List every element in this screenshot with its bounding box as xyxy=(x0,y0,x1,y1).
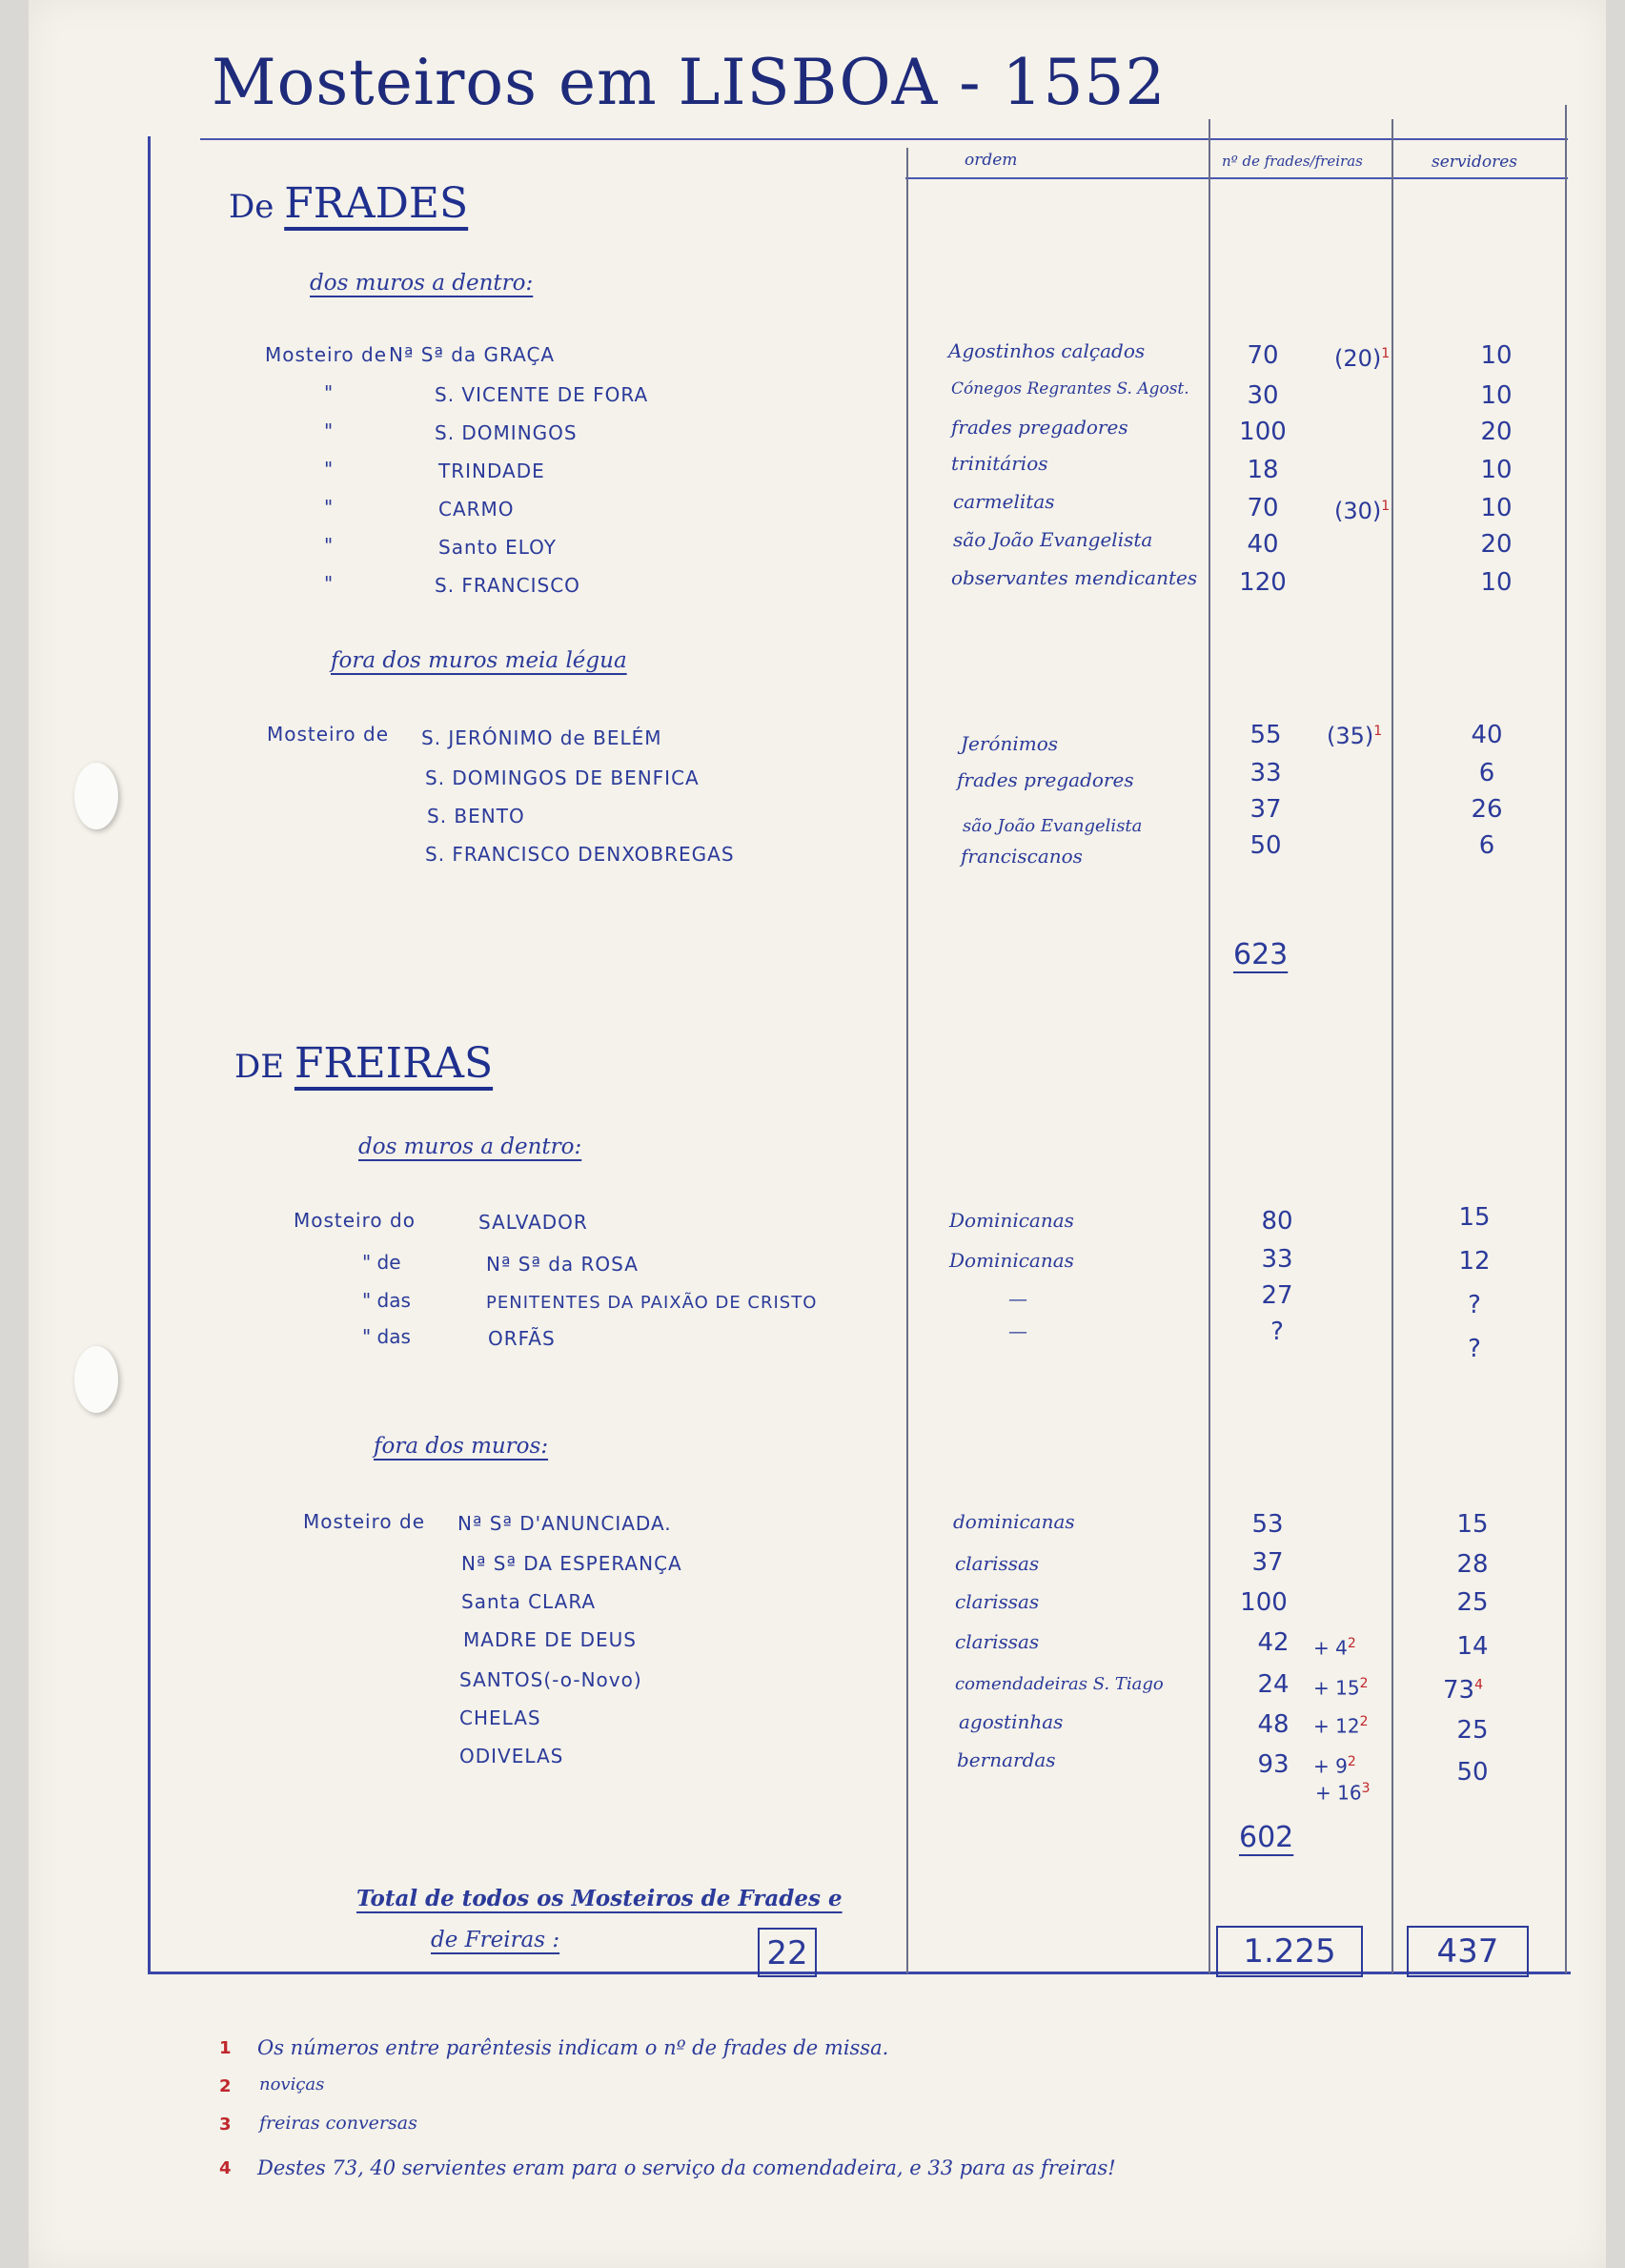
servant-count: 10 xyxy=(1480,341,1513,370)
mass-friar-count: $(35)^1$ xyxy=(1327,723,1383,749)
ditto-mark: " xyxy=(324,458,334,480)
column-header-ordem: ordem xyxy=(965,151,1018,170)
footnote-mark: 4 xyxy=(219,2158,232,2178)
footnote-text: freiras conversas xyxy=(259,2113,417,2134)
nun-count: 80 xyxy=(1261,1207,1293,1236)
ditto-mark: " xyxy=(324,419,334,442)
order-name: Dominicanas xyxy=(949,1249,1074,1272)
right-border xyxy=(1565,105,1567,1973)
count-column-divider xyxy=(1209,119,1210,1973)
servant-count: ? xyxy=(1468,1335,1481,1363)
section-heading-frades xyxy=(229,179,468,228)
order-name: carmelitas xyxy=(953,490,1055,513)
servant-count: 50 xyxy=(1456,1758,1489,1787)
order-name: Jerónimos xyxy=(961,732,1059,755)
freiras-outside-label: fora dos muros: xyxy=(374,1434,549,1459)
footnote-text: Destes 73, 40 servientes eram para o serviço da comendadeira, e 33 para as freiras! xyxy=(257,2156,1116,2179)
footnote-text: Os números entre parêntesis indicam o nº de frades de missa. xyxy=(257,2036,889,2059)
order-name: observantes mendicantes xyxy=(951,566,1198,589)
servant-count: 6 xyxy=(1478,831,1495,860)
nun-count: ? xyxy=(1270,1318,1284,1346)
row-lead: Mosteiro de xyxy=(267,723,389,746)
freiras-subtotal: 602 xyxy=(1239,1821,1294,1854)
novice-count: + $4^2$ xyxy=(1313,1636,1356,1660)
mass-friar-count: $(30)^1$ xyxy=(1334,498,1391,524)
row-lead: Mosteiro do xyxy=(294,1209,416,1232)
column-header-servants: servidores xyxy=(1432,153,1517,172)
punch-hole-bottom xyxy=(74,1346,118,1413)
section-prefix: De xyxy=(229,188,274,226)
row-lead: Mosteiro de xyxy=(303,1510,425,1533)
total-servants-box: 437 xyxy=(1407,1926,1529,1977)
monastery-name: TRINDADE xyxy=(438,460,545,482)
mass-friar-count: $(20)^1$ xyxy=(1334,345,1391,372)
servant-count: 10 xyxy=(1480,456,1513,484)
frades-inside-label: dos muros a dentro: xyxy=(310,271,534,296)
order-name: franciscanos xyxy=(961,845,1083,868)
monastery-name: SALVADOR xyxy=(478,1211,588,1234)
order-name: comendadeiras S. Tiago xyxy=(955,1674,1164,1694)
monastery-name: MADRE DE DEUS xyxy=(463,1628,637,1651)
ditto-mark: " das xyxy=(362,1325,411,1348)
section-title: FRADES xyxy=(284,179,469,228)
table-top-rule xyxy=(200,138,1568,140)
nun-count: 93 xyxy=(1257,1750,1290,1779)
footnote-mark: 3 xyxy=(219,2115,232,2135)
monastery-name: ODIVELAS xyxy=(459,1745,564,1767)
frades-subtotal: 623 xyxy=(1233,938,1289,971)
nun-count: 33 xyxy=(1261,1245,1293,1274)
ditto-mark: " xyxy=(324,381,334,404)
monastery-name: S. BENTO xyxy=(427,805,525,828)
servant-count: 10 xyxy=(1480,494,1513,522)
frades-outside-label: fora dos muros meia légua xyxy=(331,648,627,673)
monastery-name: SANTOS(-o-Novo) xyxy=(459,1668,642,1691)
order-name: frades pregadores xyxy=(957,768,1134,791)
lay-sister-count: + $16^3$ xyxy=(1315,1781,1371,1805)
servant-count: 20 xyxy=(1480,418,1513,446)
monastery-name: Nª Sª D'ANUNCIADA. xyxy=(457,1512,672,1535)
servant-count: 14 xyxy=(1456,1632,1489,1661)
ditto-mark: " das xyxy=(362,1289,411,1312)
ditto-mark: " xyxy=(324,572,334,595)
nun-count: 48 xyxy=(1257,1710,1290,1739)
section-title: FREIRAS xyxy=(294,1039,494,1088)
order-name: clarissas xyxy=(955,1552,1040,1575)
monastery-name: Nª Sª da GRAÇA xyxy=(389,343,556,366)
monastery-name: CHELAS xyxy=(459,1706,541,1729)
friar-count: 50 xyxy=(1249,831,1282,860)
nun-count: 27 xyxy=(1261,1281,1293,1310)
servants-column-divider xyxy=(1391,119,1393,1973)
monastery-name: Nª Sª da ROSA xyxy=(486,1253,639,1276)
order-name: — xyxy=(1008,1319,1027,1342)
servant-count: 10 xyxy=(1480,568,1513,597)
monastery-name: S. JERÓNIMO de BELÉM xyxy=(421,726,662,749)
punch-hole-top xyxy=(74,763,118,829)
order-name: frades pregadores xyxy=(951,416,1128,439)
order-name: bernardas xyxy=(957,1748,1056,1771)
servant-count: 10 xyxy=(1480,381,1513,410)
nun-count: 24 xyxy=(1257,1670,1290,1699)
footnote-mark: 1 xyxy=(219,2038,232,2058)
novice-count: + $12^2$ xyxy=(1313,1714,1369,1738)
friar-count: 55 xyxy=(1249,721,1282,749)
novice-count: + $9^2$ xyxy=(1313,1754,1356,1778)
servant-count: 6 xyxy=(1478,759,1495,787)
monastery-name: S. DOMINGOS xyxy=(435,421,578,444)
nun-count: 100 xyxy=(1240,1588,1288,1617)
header-rule xyxy=(905,177,1568,179)
section-prefix: DE xyxy=(234,1048,285,1086)
order-name: Dominicanas xyxy=(949,1209,1074,1232)
order-name: Agostinhos calçados xyxy=(948,339,1146,362)
friar-count: 70 xyxy=(1247,341,1279,370)
order-name: são João Evangelista xyxy=(953,528,1153,551)
servant-count: 15 xyxy=(1458,1203,1491,1232)
servant-count: 15 xyxy=(1456,1510,1489,1539)
footnote-text: noviças xyxy=(259,2074,325,2094)
friar-count: 40 xyxy=(1247,530,1279,559)
servant-count: 40 xyxy=(1471,721,1503,749)
monastery-name: Santo ELOY xyxy=(438,536,557,559)
order-name: clarissas xyxy=(955,1590,1040,1613)
total-label-line2: de Freiras : xyxy=(431,1928,560,1952)
section-heading-freiras xyxy=(234,1039,493,1088)
order-name: trinitários xyxy=(951,452,1048,475)
order-name: Cónegos Regrantes S. Agost. xyxy=(951,379,1189,398)
monastery-name: Santa CLARA xyxy=(461,1590,597,1613)
total-monasteries-box: 22 xyxy=(758,1928,817,1977)
servant-count: $73^4$ xyxy=(1442,1676,1483,1705)
ditto-mark: " xyxy=(324,534,334,557)
monastery-name: Nª Sª DA ESPERANÇA xyxy=(461,1552,682,1575)
friar-count: 33 xyxy=(1249,759,1282,787)
nun-count: 37 xyxy=(1251,1548,1284,1577)
order-name: dominicanas xyxy=(953,1510,1075,1533)
servant-count: 20 xyxy=(1480,530,1513,559)
total-people-box: 1.225 xyxy=(1216,1926,1363,1977)
friar-count: 30 xyxy=(1247,381,1279,410)
novice-count: + $15^2$ xyxy=(1313,1676,1369,1700)
total-label-line1: Total de todos os Mosteiros de Frades e xyxy=(356,1886,843,1911)
friar-count: 37 xyxy=(1249,795,1282,824)
ditto-mark: " de xyxy=(362,1251,401,1274)
monastery-name: S. FRANCISCO xyxy=(435,574,580,597)
friar-count: 120 xyxy=(1239,568,1287,597)
page-title: Mosteiros em LISBOA - 1552 xyxy=(212,46,1167,119)
order-name: são João Evangelista xyxy=(963,816,1143,836)
monastery-name: PENITENTES DA PAIXÃO DE CRISTO xyxy=(486,1293,818,1313)
monastery-name: S. VICENTE DE FORA xyxy=(435,383,649,406)
order-name: — xyxy=(1008,1287,1027,1310)
ditto-mark: " xyxy=(324,496,334,519)
order-name: agostinhas xyxy=(959,1710,1064,1733)
footnote-mark: 2 xyxy=(219,2076,232,2096)
monastery-name: S. FRANCISCO DENXOBREGAS xyxy=(425,843,735,866)
servant-count: 25 xyxy=(1456,1588,1489,1617)
order-name: clarissas xyxy=(955,1630,1040,1653)
monastery-name: ORFÃS xyxy=(488,1327,556,1350)
friar-count: 18 xyxy=(1247,456,1279,484)
servant-count: ? xyxy=(1468,1291,1481,1319)
friar-count: 70 xyxy=(1247,494,1279,522)
servant-count: 26 xyxy=(1471,795,1503,824)
servant-count: 12 xyxy=(1458,1247,1491,1276)
monastery-name: S. DOMINGOS DE BENFICA xyxy=(425,766,700,789)
friar-count: 100 xyxy=(1239,418,1287,446)
column-header-count: nº de frades/freiras xyxy=(1222,153,1363,170)
nun-count: 42 xyxy=(1257,1628,1290,1657)
servant-count: 25 xyxy=(1456,1716,1489,1745)
servant-count: 28 xyxy=(1456,1550,1489,1579)
ordem-column-divider xyxy=(906,148,908,1973)
nun-count: 53 xyxy=(1251,1510,1284,1539)
freiras-inside-label: dos muros a dentro: xyxy=(358,1134,582,1159)
row-lead: Mosteiro de xyxy=(265,343,387,366)
monastery-name: CARMO xyxy=(438,498,515,521)
